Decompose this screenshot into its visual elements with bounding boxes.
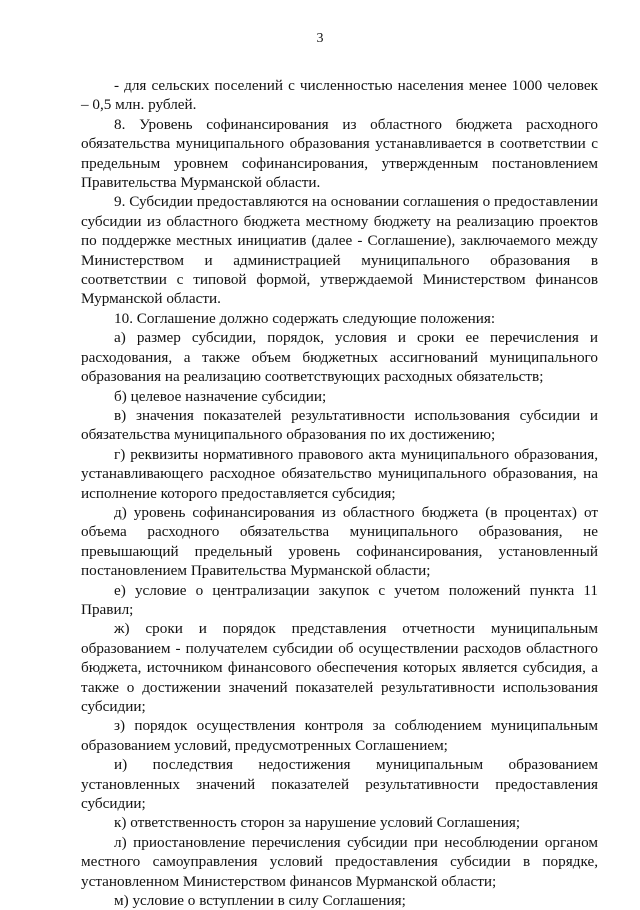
page-number: 3	[316, 31, 324, 46]
list-item-b: б) целевое назначение субсидии;	[114, 387, 327, 405]
paragraph-8: 8. Уровень софинансирования из областного бюджета расходного обязательства муниципального образования устанавливается в соответствии с предельным уровнем софинансирования, утвержденным постановлением Правительства Мурманской области.	[81, 115, 598, 192]
paragraph-9: 9. Субсидии предоставляются на основании соглашения о предоставлении субсидии из областного бюджета местному бюджету на реализацию проектов по поддержке местных инициатив (далее - Соглашение), заключаемого между Министерством и администрацией муниципального образования в соответствии с типовой формой, утверждаемой Министерством финансов Мурманской области.	[81, 193, 598, 308]
list-item-e: е) условие о централизации закупок с учетом положений пункта 11 Правил;	[81, 581, 598, 618]
list-item-m: м) условие о вступлении в силу Соглашения;	[114, 892, 406, 910]
list-item-v: в) значения показателей результативности использования субсидии и обязательства муниципального образования по их достижению;	[81, 406, 598, 444]
paragraph-10: 10. Соглашение должно содержать следующие положения:	[114, 309, 496, 327]
list-item-k: к) ответственность сторон за нарушение условий Соглашения;	[114, 814, 521, 832]
list-item-z: з) порядок осуществления контроля за соблюдением муниципальным образованием условий, предусмотренных Соглашением;	[81, 717, 598, 754]
list-item-d: д) уровень софинансирования из областного бюджета (в процентах) от объема расходного обязательства муниципального образования, не превышающий предельный уровень софинансирования, установленный постановлением Правительства Мурманской области;	[81, 503, 598, 580]
list-item-zh: ж) сроки и порядок представления отчетности муниципальным образованием - получателем субсидии об осуществлении расходов областного бюджета, источником финансового обеспечения которых является субсидия, а также о достижении значений показателей результативности использования субсидии;	[81, 620, 598, 715]
list-item-l: л) приостановление перечисления субсидии при несоблюдении органом местного самоуправления условий предоставления субсидии в порядке, установленном Министерством финансов Мурманской области;	[81, 833, 598, 890]
paragraph-population-limit: - для сельских поселений с численностью населения менее 1000 человек – 0,5 млн. рублей.	[81, 77, 598, 114]
list-item-i: и) последствия недостижения муниципальным образованием установленных значений показателей результативности предоставления субсидии;	[81, 756, 598, 813]
list-item-a: а) размер субсидии, порядок, условия и сроки ее перечисления и расходования, а также объем бюджетных ассигнований муниципального образования на реализацию соответствующих расходных обязательств;	[81, 329, 598, 386]
document-body	[81, 76, 598, 910]
list-item-g: г) реквизиты нормативного правового акта муниципального образования, устанавливающего расходное обязательство муниципального образования, на исполнение которого предоставляется субсидия;	[81, 445, 598, 502]
